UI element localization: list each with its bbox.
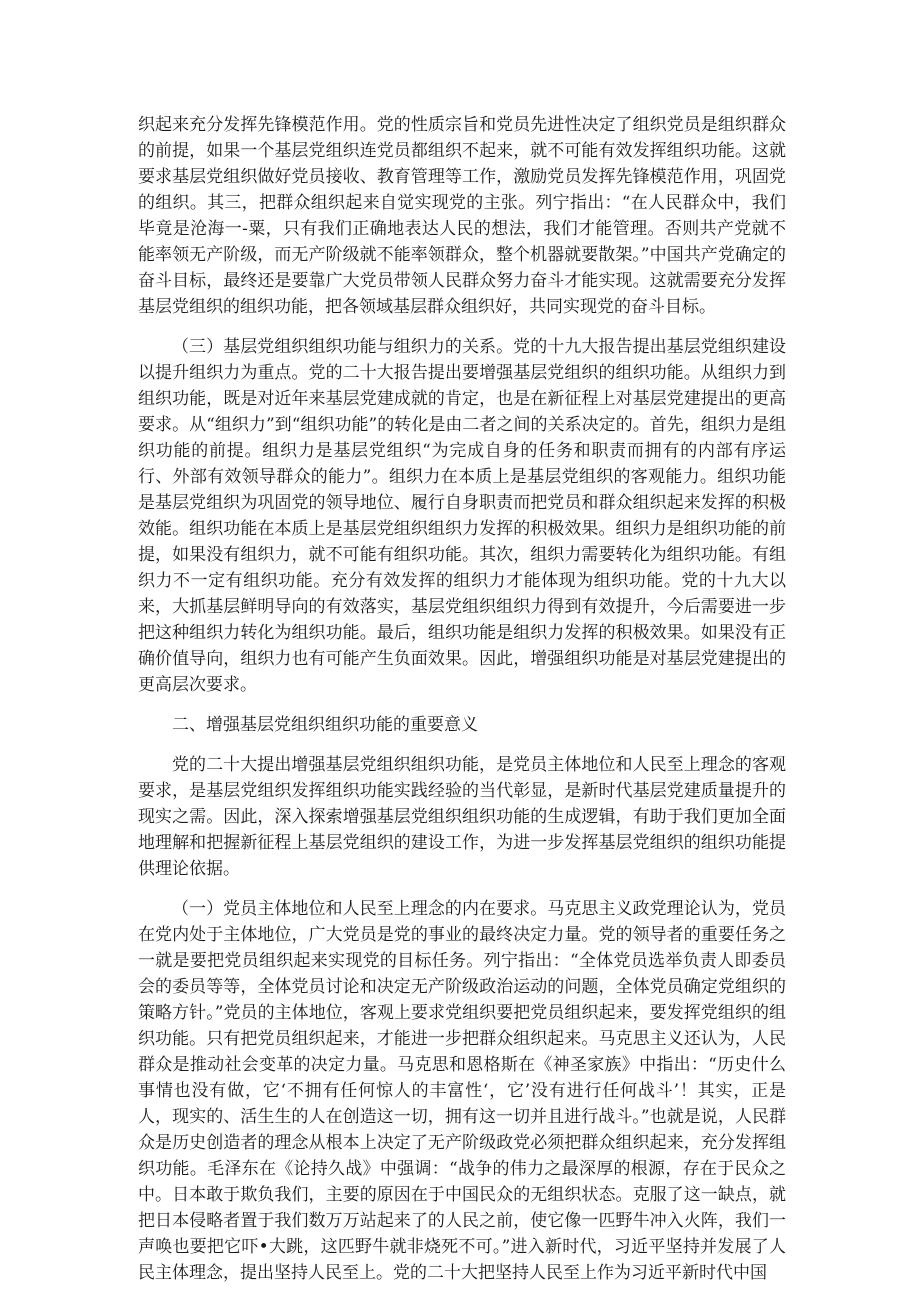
paragraph-4: （一）党员主体地位和人民至上理念的内在要求。马克思主义政党理论认为，党员在党内处于主体地位，广大党员是党的事业的最终决定力量。党的领导者的重要任务之一就是要把党员组织起来实现党的目标任务。列宁指出：“全体党员选举负责人即委员会的委员等等，全体党员讨论和决定无产阶级政治运动的问题，全体党员确定党组织的策略方针。”党员的主体地位，客观上要求党组织要把党员组织起来，要发挥党组织的组织功能。只有把党员组织起来，才能进一步把群众组织起来。马克思主义还认为，人民群众是推动社会变革的决定力量。马克思和恩格斯在《神圣家族》中指出：“历史什么事情也没有做，它‘不拥有任何惊人的丰富性‘，它’没有进行任何战斗’！其实，正是人，现实的、活生生的人在创造这一切，拥有这一切并且进行战斗。”也就是说，人民群众是历史创造者的理念从根本上决定了无产阶级政党必须把群众组织起来，充分发挥组织功能。毛泽东在《论持久战》中强调：“战争的伟力之最深厚的根源，存在于民众之中。日本敢于欺负我们，主要的原因在于中国民众的无组织状态。克服了这一缺点，就把日本侵略者置于我们数万万站起来了的人民之前，使它像一匹野牛冲入火阵，我们一声唤也要把它吓•大跳，这匹野牛就非烧死不可。”进入新时代，习近平坚持并发展了人民主体理念，提出坚持人民至上。党的二十大把坚持人民至上作为习近平新时代中国 bbox=[138, 899, 786, 1283]
paragraph-1: 织起来充分发挥先锋模范作用。党的性质宗旨和党员先进性决定了组织党员是组织群众的前提，如果一个基层党组织连党员都组织不起来，就不可能有效发挥组织功能。这就要求基层党组织做好党员接收、教育管理等工作，激励党员发挥先锋模范作用，巩固党的组织。其三，把群众组织起来自觉实现党的主张。列宁指出：“在人民群众中，我们毕竟是沧海一-粟，只有我们正确地表达人民的想法，我们才能管理。否则共产党就不能率领无产阶级，而无产阶级就不能率领群众，整个机器就要散架。”中国共产党确定的奋斗目标，最终还是要靠广大党员带领人民群众努力奋斗才能实现。这就需要充分发挥基层党组织的组织功能，把各领域基层群众组织好，共同实现党的奋斗目标。 bbox=[138, 115, 786, 317]
section-heading: 二、增强基层党组织组织功能的重要意义 bbox=[172, 715, 478, 735]
paragraph-3: 党的二十大提出增强基层党组织组织功能，是党员主体地位和人民至上理念的客观要求，是基层党组织发挥组织功能实践经验的当代彰显，是新时代基层党建质量提升的现实之需。因此，深入探索增强基层党组织组织功能的生成逻辑，有助于我们更加全面地理解和把握新征程上基层党组织的建设工作，为进一步发挥基层党组织的组织功能提供理论依据。 bbox=[138, 755, 786, 879]
paragraph-2: （三）基层党组织组织功能与组织力的关系。党的十九大报告提出基层党组织建设以提升组织力为重点。党的二十大报告提出要增强基层党组织的组织功能。从组织力到组织功能，既是对近年来基层党建成就的肯定，也是在新征程上对基层党建提出的更高要求。从“组织力”到“组织功能”的转化是由二者之间的关系决定的。首先，组织力是组织功能的前提。组织力是基层党组织“为完成自身的任务和职责而拥有的内部有序运行、外部有效领导群众的能力”。组织力在本质上是基层党组织的客观能力。组织功能是基层党组织为巩固党的领导地位、履行自身职责而把党员和群众组织起来发挥的积极效能。组织功能在本质上是基层党组织组织力发挥的积极效果。组织力是组织功能的前提，如果没有组织力，就不可能有组织功能。其次，组织力需要转化为组织功能。有组织力不一定有组织功能。充分有效发挥的组织力才能体现为组织功能。党的十九大以来，大抓基层鲜明导向的有效落实，基层党组织组织力得到有效提升，今后需要进一步把这种组织力转化为组织功能。最后，组织功能是组织力发挥的积极效果。如果没有正确价值导向，组织力也有可能产生负面效果。因此，增强组织功能是对基层党建提出的更高层次要求。 bbox=[138, 337, 786, 695]
document-page bbox=[138, 112, 786, 1300]
